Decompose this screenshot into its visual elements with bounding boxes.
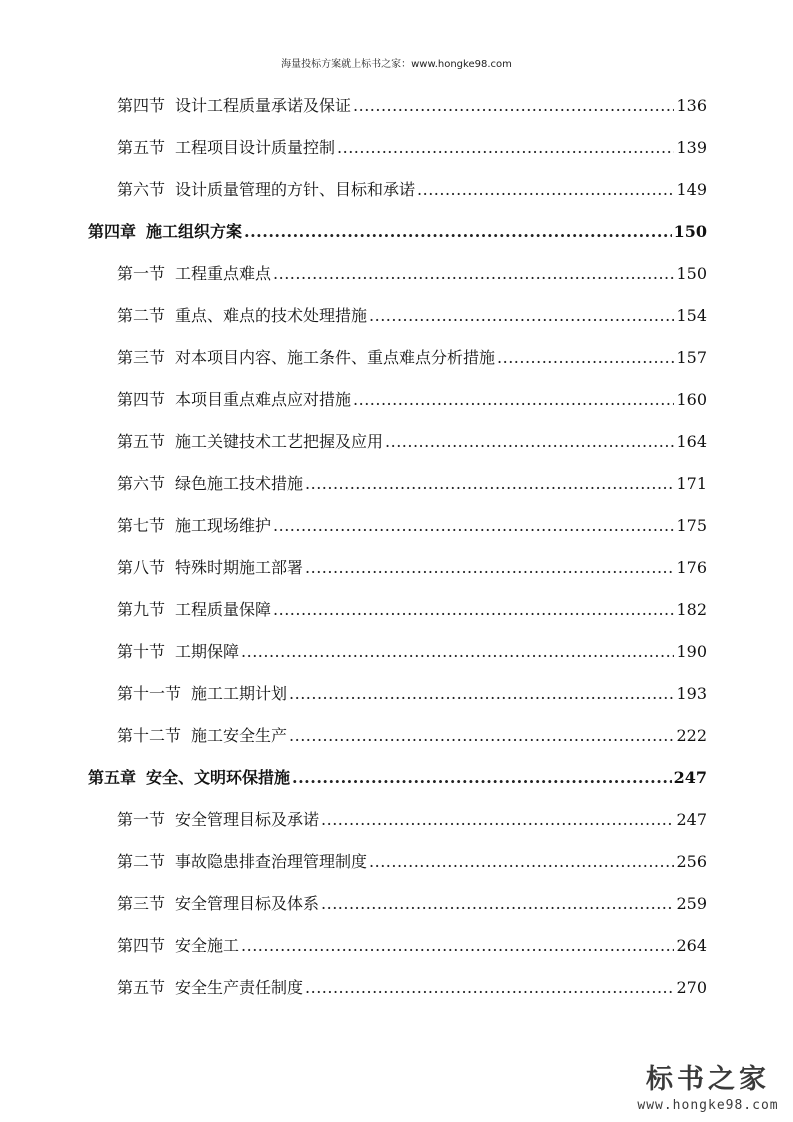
- toc-entry-title: 安全管理目标及体系: [175, 894, 320, 913]
- toc-leader-dots: [353, 386, 674, 414]
- toc-section-entry[interactable]: [117, 806, 707, 834]
- toc-entry-title: 工程质量保障: [175, 600, 272, 619]
- toc-leader-dots: [497, 344, 674, 372]
- toc-entry-number: 第六节: [117, 180, 166, 199]
- toc-entry-page: 193: [676, 684, 707, 703]
- toc-entry-number: 第五节: [117, 432, 166, 451]
- toc-leader-dots: [305, 554, 674, 582]
- toc-entry-page: 136: [676, 96, 707, 115]
- toc-entry-page: 182: [676, 600, 707, 619]
- toc-entry-page: 264: [676, 936, 707, 955]
- toc-section-entry[interactable]: [117, 680, 707, 708]
- toc-entry-page: 149: [676, 180, 707, 199]
- toc-section-entry[interactable]: [117, 638, 707, 666]
- toc-section-entry[interactable]: [117, 344, 707, 372]
- toc-entry-number: 第十一节: [117, 684, 182, 703]
- toc-entry-page: 139: [676, 138, 707, 157]
- toc-leader-dots: [321, 890, 674, 918]
- toc-entry-number: 第二节: [117, 852, 166, 871]
- toc-leader-dots: [369, 848, 674, 876]
- toc-leader-dots: [385, 428, 674, 456]
- toc-section-entry[interactable]: [117, 554, 707, 582]
- toc-entry-number: 第四章: [88, 222, 137, 241]
- brand-logo: [628, 1062, 788, 1122]
- toc-section-entry[interactable]: [117, 890, 707, 918]
- toc-entry-title: 事故隐患排查治理管理制度: [175, 852, 368, 871]
- logo-text: 标书之家: [646, 1064, 770, 1095]
- toc-section-entry[interactable]: [117, 302, 707, 330]
- toc-section-entry[interactable]: [117, 848, 707, 876]
- toc-entry-title: 重点、难点的技术处理措施: [175, 306, 368, 325]
- toc-entry-page: 171: [676, 474, 707, 493]
- toc-entry-title: 设计质量管理的方针、目标和承诺: [175, 180, 416, 199]
- toc-entry-page: 190: [676, 642, 707, 661]
- toc-entry-title: 施工工期计划: [191, 684, 288, 703]
- toc-section-entry[interactable]: [117, 512, 707, 540]
- toc-entry-number: 第十二节: [117, 726, 182, 745]
- toc-entry-title: 工期保障: [175, 642, 240, 661]
- toc-entry-number: 第一节: [117, 810, 166, 829]
- page-header: 海量投标方案就上标书之家：www.hongke98.com: [281, 59, 512, 70]
- toc-entry-number: 第六节: [117, 474, 166, 493]
- toc-entry-number: 第一节: [117, 264, 166, 283]
- toc-leader-dots: [369, 302, 674, 330]
- toc-entry-page: 164: [676, 432, 707, 451]
- toc-entry-page: 247: [673, 768, 707, 787]
- toc-leader-dots: [321, 806, 674, 834]
- toc-entry-title: 施工现场维护: [175, 516, 272, 535]
- toc-section-entry[interactable]: [117, 974, 707, 1002]
- toc-entry-page: 160: [676, 390, 707, 409]
- toc-entry-number: 第三节: [117, 894, 166, 913]
- toc-entry-number: 第四节: [117, 96, 166, 115]
- toc-leader-dots: [353, 92, 674, 120]
- toc-entry-number: 第四节: [117, 936, 166, 955]
- toc-entry-page: 150: [673, 222, 707, 241]
- toc-entry-number: 第八节: [117, 558, 166, 577]
- toc-entry-title: 施工安全生产: [191, 726, 288, 745]
- toc-entry-page: 247: [676, 810, 707, 829]
- toc-section-entry[interactable]: [117, 596, 707, 624]
- toc-entry-page: 157: [676, 348, 707, 367]
- toc-entry-title: 安全施工: [175, 936, 240, 955]
- toc-entry-page: 256: [676, 852, 707, 871]
- toc-leader-dots: [241, 638, 674, 666]
- toc-section-entry[interactable]: [117, 260, 707, 288]
- toc-entry-title: 对本项目内容、施工条件、重点难点分析措施: [175, 348, 496, 367]
- toc-entry-number: 第四节: [117, 390, 166, 409]
- toc-leader-dots: [292, 764, 672, 792]
- logo-url: www.hongke98.com: [637, 1098, 779, 1113]
- toc-leader-dots: [305, 974, 674, 1002]
- toc-entry-number: 第五节: [117, 978, 166, 997]
- toc-section-entry[interactable]: [117, 932, 707, 960]
- toc-entry-page: 259: [676, 894, 707, 913]
- toc-leader-dots: [289, 680, 674, 708]
- toc-entry-number: 第五章: [88, 768, 137, 787]
- toc-leader-dots: [337, 134, 674, 162]
- toc-entry-title: 特殊时期施工部署: [175, 558, 304, 577]
- toc-entry-page: 150: [676, 264, 707, 283]
- toc-entry-number: 第二节: [117, 306, 166, 325]
- toc-section-entry[interactable]: [117, 428, 707, 456]
- toc-entry-title: 本项目重点难点应对措施: [175, 390, 352, 409]
- toc-section-entry[interactable]: [117, 386, 707, 414]
- toc-entry-page: 270: [676, 978, 707, 997]
- toc-section-entry[interactable]: [117, 92, 707, 120]
- toc-leader-dots: [273, 260, 674, 288]
- toc-entry-page: 175: [676, 516, 707, 535]
- toc-leader-dots: [244, 218, 672, 246]
- toc-section-entry[interactable]: [117, 470, 707, 498]
- toc-leader-dots: [289, 722, 674, 750]
- toc-chapter-entry[interactable]: [88, 764, 707, 792]
- toc-section-entry[interactable]: [117, 134, 707, 162]
- toc-entry-title: 工程项目设计质量控制: [175, 138, 336, 157]
- toc-entry-number: 第十节: [117, 642, 166, 661]
- toc-entry-number: 第七节: [117, 516, 166, 535]
- toc-entry-title: 设计工程质量承诺及保证: [175, 96, 352, 115]
- toc-entry-title: 安全、文明环保措施: [146, 768, 291, 787]
- toc-entry-number: 第九节: [117, 600, 166, 619]
- toc-entry-title: 工程重点难点: [175, 264, 272, 283]
- toc-leader-dots: [305, 470, 674, 498]
- toc-entry-title: 安全管理目标及承诺: [175, 810, 320, 829]
- toc-entry-number: 第三节: [117, 348, 166, 367]
- toc-leader-dots: [417, 176, 674, 204]
- toc-leader-dots: [273, 596, 674, 624]
- toc-section-entry[interactable]: [117, 722, 707, 750]
- toc-entry-page: 176: [676, 558, 707, 577]
- toc-leader-dots: [273, 512, 674, 540]
- toc-entry-title: 绿色施工技术措施: [175, 474, 304, 493]
- toc-entry-number: 第五节: [117, 138, 166, 157]
- toc-leader-dots: [241, 932, 674, 960]
- toc-entry-title: 施工关键技术工艺把握及应用: [175, 432, 384, 451]
- toc-entry-title: 安全生产责任制度: [175, 978, 304, 997]
- toc-section-entry[interactable]: [117, 176, 707, 204]
- toc-entry-title: 施工组织方案: [146, 222, 243, 241]
- toc-entry-page: 154: [676, 306, 707, 325]
- toc-chapter-entry[interactable]: [88, 218, 707, 246]
- toc-entry-page: 222: [676, 726, 707, 745]
